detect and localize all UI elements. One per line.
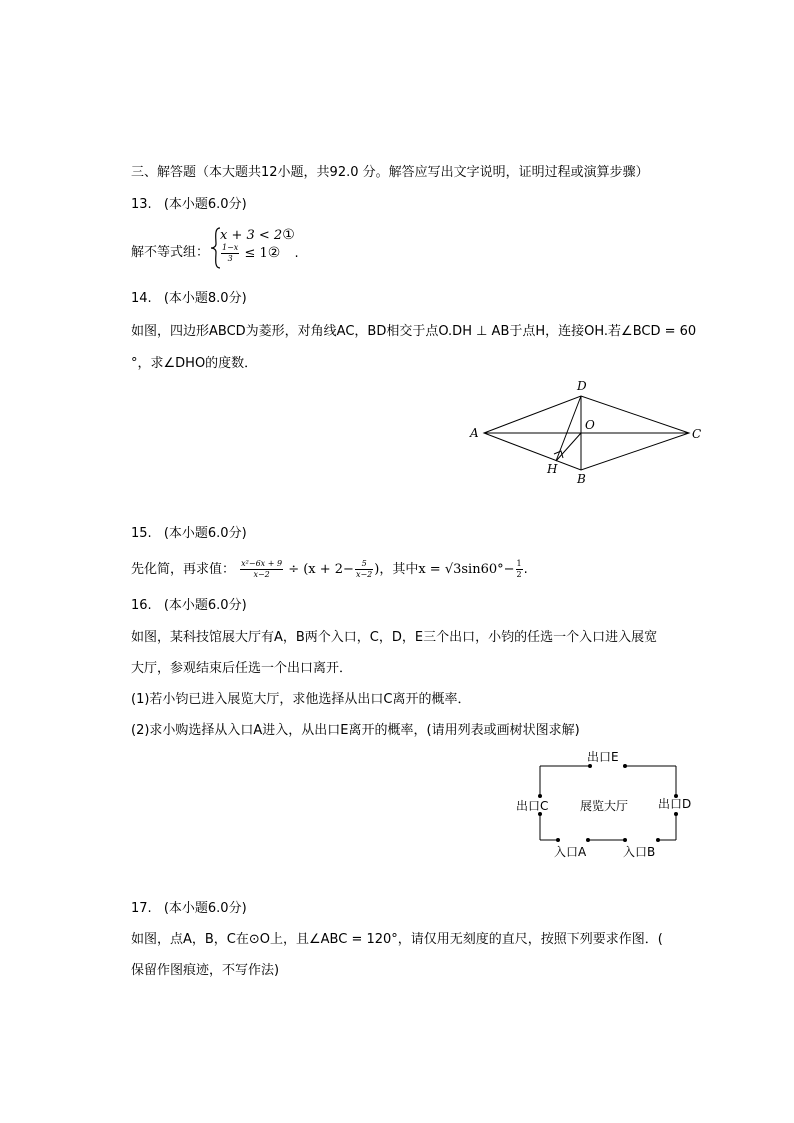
exhibition-hall-diagram [510,748,720,866]
q14-title [131,290,247,308]
q15-fraction-2: $\frac{5}{x-2}$ [355,559,373,579]
q13-inequality-1: x + 3 < 2① [220,227,295,243]
label-h: H [547,462,558,476]
hall-label: 展览大厅 [580,799,629,813]
entrance-a-label: 入口A [554,845,587,859]
q13-title [131,196,247,214]
q17-text-line1: 如图，点A，B，C在⊙O上，且∠ABC = 120°，请仅用无刻度的直尺，按照下列要求作图．( [131,932,663,947]
q17-number: 17. [131,901,152,916]
q15-expression: 先化简，再求值： $\frac{\text{x²−6x + 9}}{x-2}$ ÷ (x + 2− $\frac{5}{x-2}$ )，其中x = √3sin60°− $\frac{1}{2}$ . [131,559,528,579]
q15-number: 15. [131,526,152,541]
q13-inequality-2: $\frac{1-x}{3}$ ≤ 1② . [222,243,299,263]
q16-part1: (1)若小钧已进入展览大厅，求他选择从出口C离开的概率． [131,692,471,707]
entrance-b-label: 入口B [623,845,656,859]
q15-title [131,525,247,543]
q13-fraction: $\frac{1-x}{3}$ [222,243,239,263]
q13-lead: 解不等式组： [131,245,210,260]
q16-title [131,597,247,615]
rhombus-figure [465,375,705,490]
q15-fraction-3: $\frac{1}{2}$ [516,559,522,579]
q14-points: (本小题8.0分) [163,291,247,306]
q13-number: 13. [131,197,152,212]
circled-two: ② [267,245,281,261]
q16-text-line1: 如图，某科技馆展大厅有A，B两个入口，C，D，E三个出口，小钧的任选一个入口进入展宽 [131,630,658,645]
label-a: A [470,426,479,440]
circled-one: ① [282,227,295,243]
q15-fraction-1: $\frac{\text{x²−6x + 9}}{x-2}$ [241,559,283,579]
label-d: D [577,379,587,393]
q14-text-line1: 如图，四边形ABCD为菱形，对角线AC，BD相交于点O.DH ⊥ AB于点H，连接OH.若∠BCD = 60 [131,324,697,339]
exit-c-label: 出口C [516,799,549,813]
exit-e-label: 出口E [587,750,619,764]
label-b: B [577,472,586,486]
q14-number: 14. [131,291,152,306]
section-header: 三、解答题（本大题共12小题，共92.0 分。解答应写出文字说明，证明过程或演算步骤） [131,165,649,180]
q16-number: 16. [131,598,152,613]
label-o: O [585,418,595,432]
exit-d-label: 出口D [658,797,692,811]
q16-part2: (2)求小购选择从入口A进入，从出口E离开的概率，(请用列表或画树状图求解) [131,723,580,738]
q14-text-line2: °，求∠DHO的度数． [131,356,258,371]
q16-points: (本小题6.0分) [163,598,247,613]
q17-points: (本小题6.0分) [163,901,247,916]
q13-points: (本小题6.0分) [163,197,247,212]
label-c: C [692,427,702,441]
q15-points: (本小题6.0分) [163,526,247,541]
q17-title [131,900,247,918]
q17-text-line2: 保留作图痕迹，不写作法) [131,963,280,978]
segment-oh [556,433,581,461]
q16-text-line2: 大厅，参观结束后任选一个出口离开． [131,661,353,676]
